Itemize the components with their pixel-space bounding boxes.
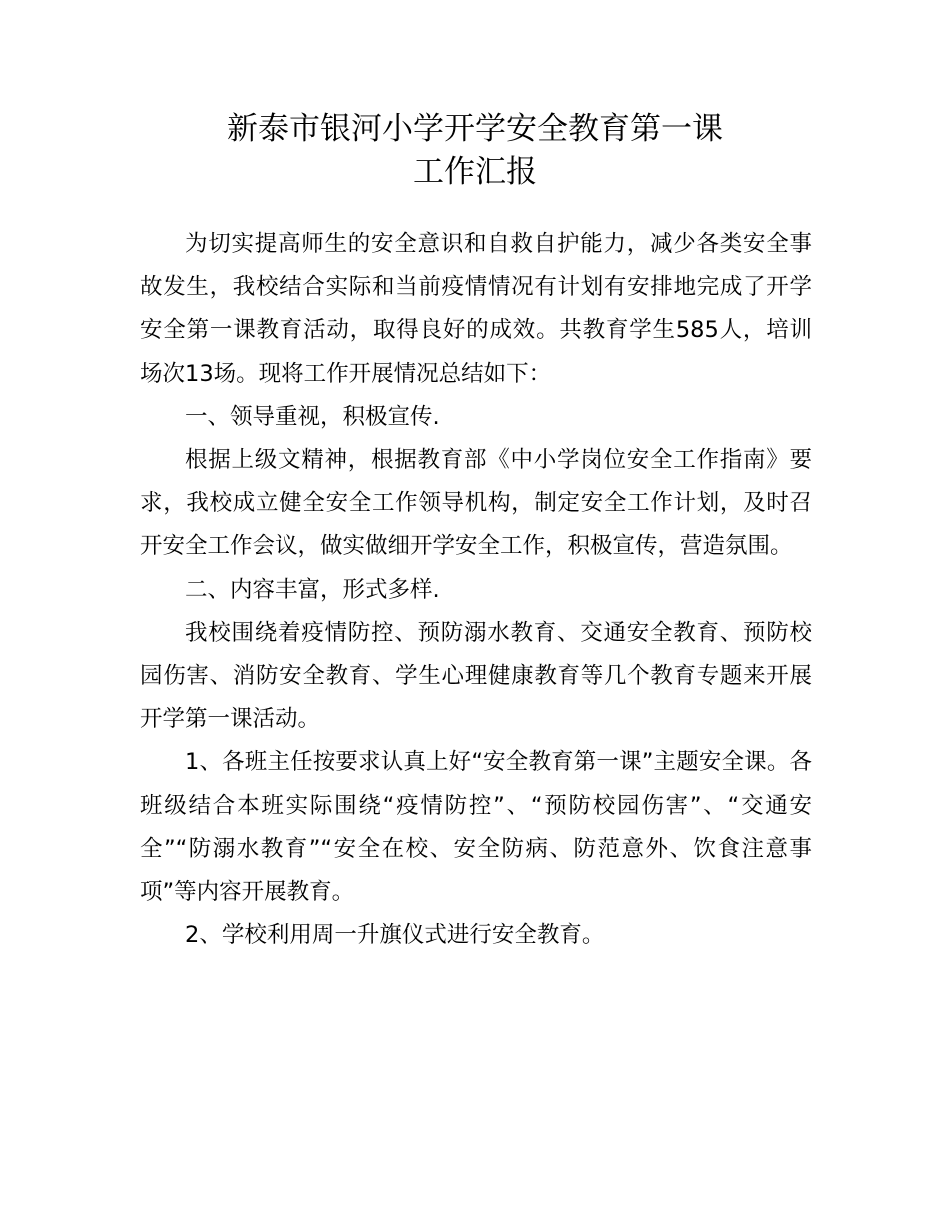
section-1-paragraph: 根据上级文精神，根据教育部《中小学岗位安全工作指南》要求，我校成立健全安全工作领导机构，制定安全工作计划，及时召开安全工作会议，做实做细开学安全工作，积极宣传，营造氛围。 — [140, 447, 812, 560]
list-item-1: 1、各班主任按要求认真上好“安全教育第一课”主题安全课。各班级结合本班实际围绕“疫情防控”、“预防校园伤害”、“交通安全”“防溺水教育”“安全在校、安全防病、防范意外、饮食注意事项”等内容开展教育。 — [140, 749, 812, 906]
section-heading-1: 一、领导重视，积极宣传. — [185, 403, 440, 430]
list-item-2: 2、学校利用周一升旗仪式进行安全教育。 — [185, 922, 605, 949]
section-heading-2: 二、内容丰富，形式多样. — [185, 576, 440, 603]
title-line-1: 新泰市银河小学开学安全教育第一课 — [227, 111, 723, 147]
title-line-2: 工作汇报 — [413, 154, 537, 190]
document-body — [140, 223, 812, 957]
document-title — [100, 108, 850, 194]
section-2-paragraph: 我校围绕着疫情防控、预防溺水教育、交通安全教育、预防校园伤害、消防安全教育、学生心理健康教育等几个教育专题来开展开学第一课活动。 — [140, 619, 812, 733]
intro-paragraph: 为切实提高师生的安全意识和自救自护能力，减少各类安全事故发生，我校结合实际和当前疫情情况有计划有安排地完成了开学安全第一课教育活动，取得良好的成效。共教育学生585人，培训场次13场。现将工作开展情况总结如下： — [140, 231, 812, 387]
